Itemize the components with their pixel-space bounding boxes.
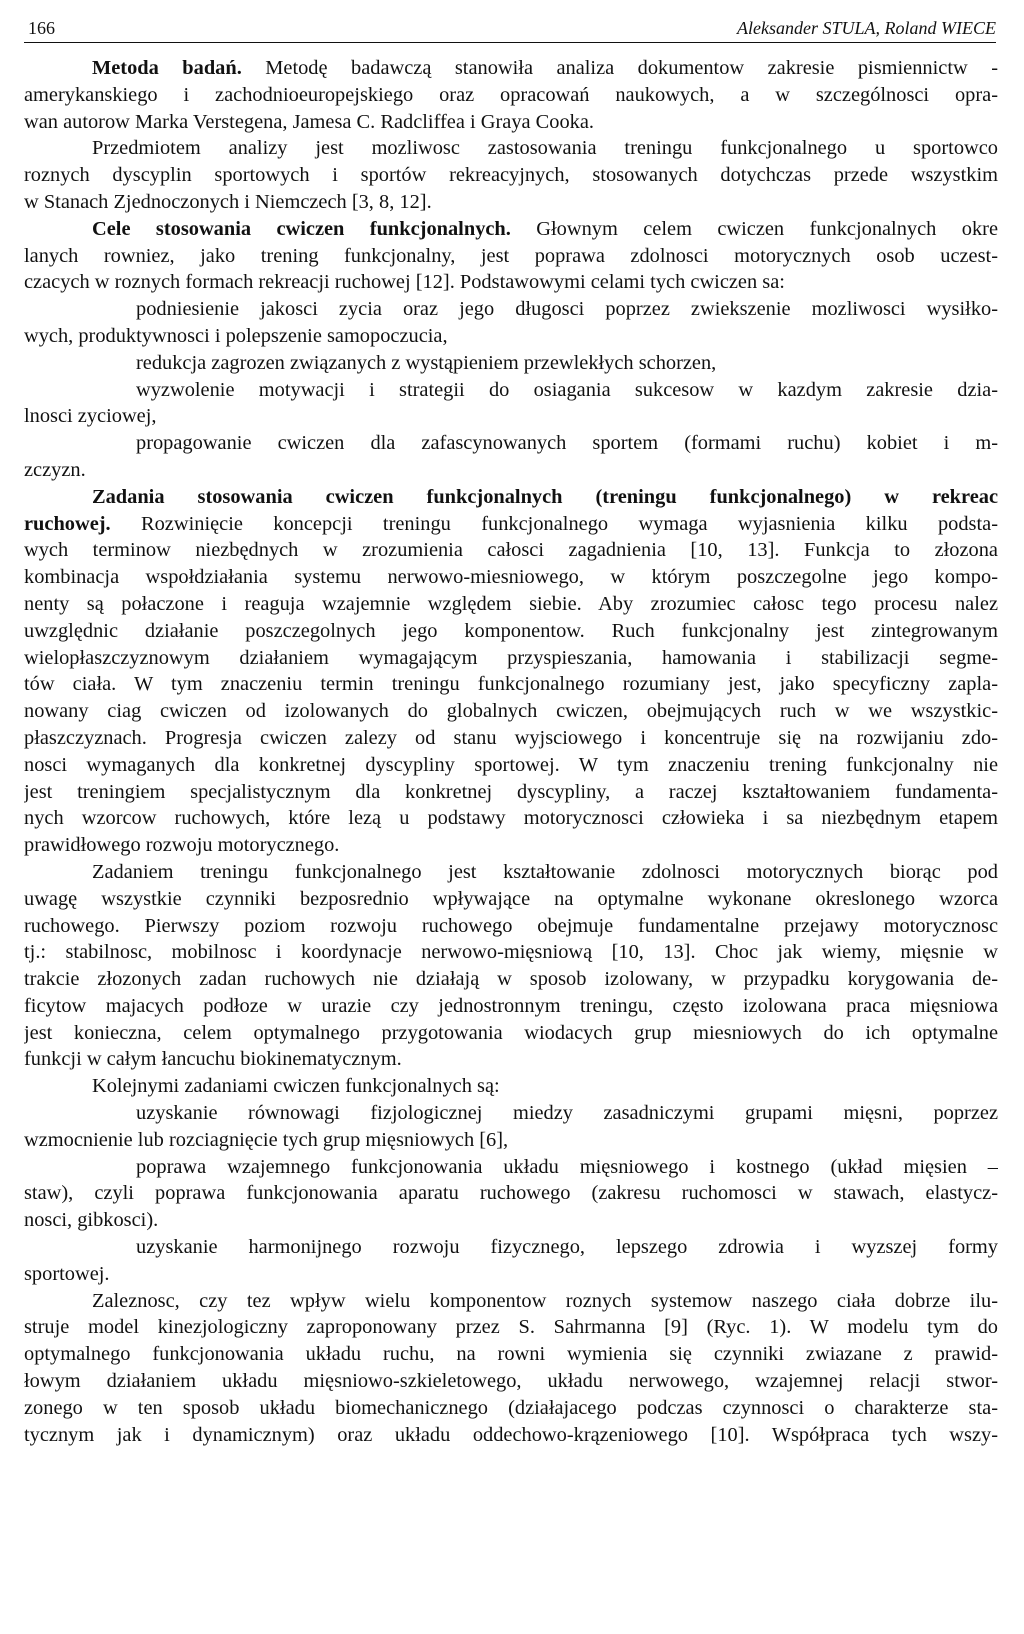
text-line	[24, 1154, 998, 1181]
text-line	[24, 725, 998, 752]
line-text: zonego w ten sposob układu biomechanicznego (działajacego podczas czynnosci o charakterze sta-	[24, 1396, 998, 1419]
text-line	[24, 832, 998, 859]
line-text: uzyskanie harmonijnego rozwoju fizycznego, lepszego zdrowia i wyzszej formy	[136, 1236, 998, 1259]
text-line	[24, 564, 998, 591]
line-text: roznych dyscyplin sportowych i sportów rekreacyjnych, stosowanych dotychczas przede wszystkim	[24, 164, 998, 187]
text-line	[24, 993, 998, 1020]
text-line	[24, 377, 998, 404]
line-text: ruchowego. Pierwszy poziom rozwoju ruchowego obejmuje fundamentalne przejawy motorycznosc	[24, 914, 998, 937]
line-text: struje model kinezjologiczny zaproponowany przez S. Sahrmanna [9] (Ryc. 1). W modelu tym do	[24, 1316, 998, 1339]
line-text: wych terminow niezbędnych w zrozumienia całosci zagadnienia [10, 13]. Funkcja to złozona	[24, 539, 998, 562]
text-line	[24, 859, 998, 886]
text-line	[24, 296, 998, 323]
line-text: Metodę badawczą stanowiła analiza dokumentow zakresie pismiennictw -	[241, 57, 998, 79]
text-line	[24, 939, 998, 966]
text-line	[24, 537, 998, 564]
text-line	[24, 457, 998, 484]
line-text: wych, produktywnosci i polepszenie samopoczucia,	[24, 324, 448, 347]
line-text: wzmocnienie lub rozciagnięcie tych grup mięsniowych [6],	[24, 1128, 509, 1151]
line-text: nenty są połaczone i reaguja wzajemnie względem siebie. Aby zrozumiec całosc tego procesu nalez	[24, 592, 998, 615]
text-line	[24, 698, 998, 725]
text-line	[24, 430, 998, 457]
text-line	[24, 1207, 998, 1234]
line-text: czacych w roznych formach rekreacji ruchowej [12]. Podstawowymi celami tych cwiczen sa:	[24, 271, 785, 294]
line-text: uwzględnic działanie poszczegolnych jego komponentow. Ruch funkcjonalny jest zintegrowanym	[24, 619, 998, 642]
text-line	[24, 913, 998, 940]
text-line	[24, 511, 998, 538]
line-text: uwagę wszystkie czynniki bezposrednio wpływające na optymalne wykonane okreslonego wzorca	[24, 887, 998, 910]
line-text: łowym działaniem układu mięsniowo-szkieletowego, układu nerwowego, wzajemnej relacji stwor-	[24, 1370, 998, 1393]
line-text: poprawa wzajemnego funkcjonowania układu mięsniowego i kostnego (układ mięsien –	[136, 1155, 998, 1178]
text-line	[24, 645, 998, 672]
line-text: płaszczyznach. Progresja cwiczen zalezy od stanu wyjsciowego i koncentruje się na rozwijaniu zdo-	[24, 726, 998, 749]
text-line	[24, 1368, 998, 1395]
line-text: nosci, gibkosci).	[24, 1209, 159, 1232]
line-text: Głownym celem cwiczen funkcjonalnych okre	[510, 217, 998, 240]
text-line	[24, 162, 998, 189]
text-line	[24, 216, 998, 243]
line-text: sportowej.	[24, 1262, 110, 1285]
line-text: wan autorow Marka Verstegena, Jamesa C. Radcliffea i Graya Cooka.	[24, 110, 594, 133]
text-line	[24, 1046, 998, 1073]
line-text: uzyskanie równowagi fizjologicznej miedzy zasadniczymi grupami mięsni, poprzez	[136, 1102, 998, 1125]
page-number: 166	[28, 18, 55, 38]
running-head-authors: Aleksander STULA, Roland WIECE	[737, 18, 996, 38]
line-text: optymalnego funkcjonowania układu ruchu, na rowni wymienia się czynniki zwiazane z prawid-	[24, 1343, 998, 1366]
text-line	[24, 189, 998, 216]
text-line	[24, 1234, 998, 1261]
text-line	[24, 403, 998, 430]
line-text: lanych rowniez, jako trening funkcjonalny, jest poprawa zdolnosci motorycznych osob uczest-	[24, 244, 998, 267]
line-text: jest treningiem specjalistycznym dla konkretnej dyscypliny, a raczej kształtowaniem fundamenta-	[24, 780, 998, 803]
text-line	[24, 805, 998, 832]
line-text: redukcja zagrozen związanych z wystąpieniem przewlekłych schorzen,	[136, 351, 717, 374]
text-line	[24, 1180, 998, 1207]
line-text: trakcie złozonych zadan ruchowych nie działają w sposob izolowany, w przypadku korygowania de-	[24, 968, 998, 991]
text-line	[24, 484, 998, 511]
text-line	[24, 1100, 998, 1127]
text-line	[24, 243, 998, 270]
line-text: tycznym jak i dynamicznym) oraz układu oddechowo-krązeniowego [10]. Współpraca tych wszy-	[24, 1423, 998, 1446]
line-text: Zadaniem treningu funkcjonalnego jest kształtowanie zdolnosci motorycznych biorąc pod	[92, 860, 998, 883]
line-text: nowany ciag cwiczen od izolowanych do globalnych cwiczen, obejmujących ruch w we wszystkic-	[24, 700, 998, 723]
text-line	[24, 591, 998, 618]
text-line	[24, 1314, 998, 1341]
text-line	[24, 1127, 998, 1154]
text-line	[24, 671, 998, 698]
line-text: nych wzorcow ruchowych, które lezą u podstawy motorycznosci człowieka i sa niezbędnym etapem	[24, 807, 998, 830]
line-text: tj.: stabilnosc, mobilnosc i koordynacje nerwowo-mięsniową [10, 13]. Choc jak wiemy, mięsnie w	[24, 941, 998, 964]
text-line	[24, 779, 998, 806]
line-text: wyzwolenie motywacji i strategii do osiagania sukcesow w kazdym zakresie dzia-	[136, 378, 998, 401]
text-line	[24, 886, 998, 913]
line-text: Przedmiotem analizy jest mozliwosc zastosowania treningu funkcjonalnego u sportowco	[92, 137, 998, 160]
text-line	[24, 1261, 998, 1288]
text-line	[24, 55, 998, 82]
text-line	[24, 350, 998, 377]
line-text: ficytow majacych podłoze w urazie czy jednostronnym treningu, często izolowana praca mięsniowa	[24, 994, 998, 1017]
text-line	[24, 82, 998, 109]
line-text: prawidłowego rozwoju motorycznego.	[24, 834, 340, 857]
line-text: funkcji w całym łancuchu biokinematycznym.	[24, 1048, 402, 1071]
text-line	[24, 1288, 998, 1315]
text-line	[24, 1073, 998, 1100]
text-line	[24, 269, 998, 296]
bold-heading-text: Zadania stosowania cwiczen funkcjonalnych (treningu funkcjonalnego) w rekreac	[92, 485, 998, 508]
line-text: lnosci zyciowej,	[24, 405, 157, 428]
text-line	[24, 752, 998, 779]
line-text: staw), czyli poprawa funkcjonowania aparatu ruchowego (zakresu ruchomosci w stawach, elastycz-	[24, 1182, 998, 1205]
text-line	[24, 109, 998, 136]
line-text: nosci wymaganych dla konkretnej dyscypliny sportowej. W tym znaczeniu trening funkcjonalny nie	[24, 753, 998, 776]
line-text: propagowanie cwiczen dla zafascynowanych sportem (formami ruchu) kobiet i m-	[136, 432, 998, 455]
text-line	[24, 618, 998, 645]
page-header	[24, 18, 996, 43]
line-text: Rozwinięcie koncepcji treningu funkcjonalnego wymaga wyjasnienia kilku podsta-	[110, 512, 998, 535]
text-line	[24, 1341, 998, 1368]
text-line	[24, 1395, 998, 1422]
line-text: zczyzn.	[24, 458, 86, 481]
line-text: amerykanskiego i zachodnioeuropejskiego oraz opracowań naukowych, a w szczególnosci opra-	[24, 83, 998, 106]
line-text: jest konieczna, celem optymalnego przygotowania wiodacych grup miesniowych do ich optymalne	[24, 1021, 998, 1044]
line-text: podniesienie jakosci zycia oraz jego długosci poprzez zwiekszenie mozliwosci wysiłko-	[136, 298, 998, 321]
line-text: wielopłaszczyznowym działaniem wymagającym przyspieszania, hamowania i stabilizacji segme-	[24, 646, 998, 669]
bold-heading-text: Metoda badań.	[92, 57, 242, 79]
text-line	[24, 135, 998, 162]
text-line	[24, 966, 998, 993]
text-line	[24, 323, 998, 350]
line-text: w Stanach Zjednoczonych i Niemczech [3, 8, 12].	[24, 190, 432, 213]
bold-heading-text: ruchowej.	[24, 512, 111, 535]
line-text: tów ciała. W tym znaczeniu termin treningu funkcjonalnego rozumiany jest, jako specyficzny zapla-	[24, 673, 998, 696]
body-text	[24, 55, 998, 1448]
text-line	[24, 1020, 998, 1047]
line-text: kombinacja wspołdziałania systemu nerwowo-miesniowego, w którym poszczegolne jego kompo-	[24, 566, 998, 589]
line-text: Zaleznosc, czy tez wpływ wielu komponentow roznych systemow naszego ciała dobrze ilu-	[92, 1289, 998, 1312]
line-text: Kolejnymi zadaniami cwiczen funkcjonalnych są:	[92, 1075, 500, 1098]
bold-heading-text: Cele stosowania cwiczen funkcjonalnych.	[92, 217, 511, 240]
text-line	[24, 1422, 998, 1449]
